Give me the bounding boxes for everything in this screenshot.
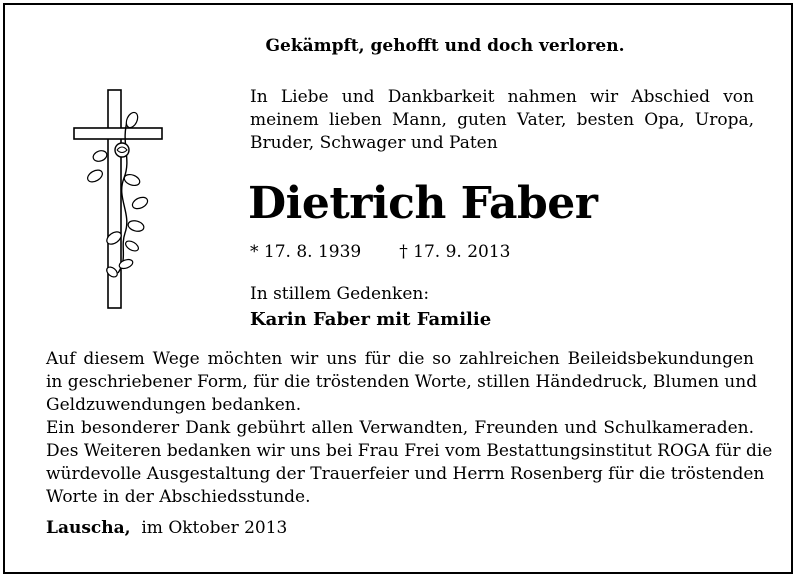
motto: Gekämpft, gehofft und doch verloren. [265,36,625,56]
deceased-name: Dietrich Faber [248,178,598,229]
thanks-line: Auf diesem Wege möchten wir uns für die so zahlreichen Beileidsbekundungen [46,349,754,369]
death-date: † 17. 9. 2013 [399,242,511,262]
thanks-line: würdevolle Ausgestaltung der Trauerfeier und Herrn Rosenberg für die tröstenden [46,464,765,484]
thanks-line: Ein besonderer Dank gebührt allen Verwandten, Freunden und Schulkameraden. [46,418,754,438]
thanks-line: in geschriebener Form, für die tröstenden Worte, stillen Händedruck, Blumen und [46,372,758,392]
thanks-text [46,348,773,509]
intro-line: Bruder, Schwager und Paten [250,133,498,153]
thanks-line: Worte in der Abschiedsstunde. [46,487,311,507]
cross-with-rose-icon [70,88,170,313]
place-date [46,518,287,538]
intro-line: meinem lieben Mann, guten Vater, besten Opa, Uropa, [250,110,754,130]
life-dates [250,242,510,262]
birth-date: * 17. 8. 1939 [250,242,362,262]
memorial-label: In stillem Gedenken: [250,284,430,304]
thanks-line: Des Weiteren bedanken wir uns bei Frau Frei vom Bestattungsinstitut ROGA für die [46,441,773,461]
intro-line: In Liebe und Dankbarkeit nahmen wir Abschied von [250,87,754,107]
date: im Oktober 2013 [141,518,288,538]
intro-text [250,86,754,155]
place: Lauscha, [46,518,131,538]
thanks-line: Geldzuwendungen bedanken. [46,395,302,415]
memorial-names: Karin Faber mit Familie [250,309,492,330]
